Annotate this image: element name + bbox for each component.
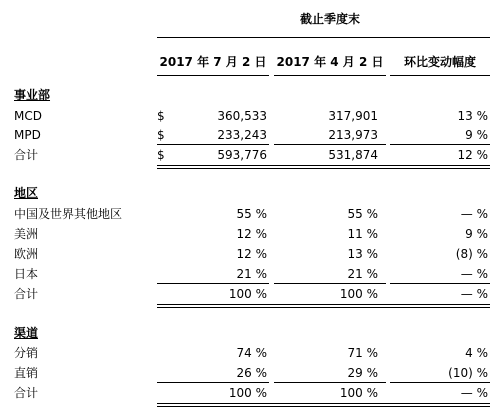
value-col1: 12 % [236,247,267,261]
value-col2: 71 % [347,346,378,360]
header-group-title: 截止季度末 [299,12,360,26]
section-heading-channel: 渠道 [14,326,39,340]
value-col3: 9 % [465,227,488,241]
value-col1: 593,776 [217,148,267,162]
subtotal-rule-col1 [157,382,269,383]
row-label: 合计 [14,148,39,162]
value-col1: 55 % [236,207,267,221]
total-double-rule-top [157,403,490,404]
value-col3: (10) % [448,366,488,380]
value-col3: — % [460,386,488,400]
total-double-rule-bottom [157,168,490,169]
value-col1: 100 % [228,287,267,301]
currency-symbol: $ [157,148,165,162]
total-double-rule-top [157,304,490,305]
value-col2: 100 % [339,386,378,400]
subtotal-rule-col2 [274,283,386,284]
header-col-2017-07-02: 2017 年 7 月 2 日 [159,55,267,69]
row-label: MCD [14,109,42,123]
subtotal-rule-col1 [157,144,269,145]
value-col2: 531,874 [328,148,378,162]
value-col1: 12 % [236,227,267,241]
value-col2: 29 % [347,366,378,380]
subtotal-rule-col2 [274,382,386,383]
row-label: 欧洲 [14,247,39,261]
value-col1: 360,533 [217,109,267,123]
header-col-qoq-change: 环比变动幅度 [403,55,476,69]
value-col2: 100 % [339,287,378,301]
value-col1: 26 % [236,366,267,380]
value-col3: 13 % [457,109,488,123]
value-col2: 13 % [347,247,378,261]
subtotal-rule-col3 [390,144,490,145]
value-col3: 4 % [465,346,488,360]
value-col3: 12 % [457,148,488,162]
value-col1: 21 % [236,267,267,281]
row-label: 美洲 [14,227,39,241]
value-col1: 233,243 [217,128,267,142]
value-col2: 21 % [347,267,378,281]
header-rule-col3 [390,75,490,76]
currency-symbol: $ [157,109,165,123]
value-col3: 9 % [465,128,488,142]
header-group-rule [157,37,490,38]
subtotal-rule-col1 [157,283,269,284]
value-col2: 317,901 [328,109,378,123]
value-col3: — % [460,207,488,221]
header-rule-col1 [157,75,269,76]
value-col2: 11 % [347,227,378,241]
section-heading-business: 事业部 [14,88,51,102]
value-col2: 55 % [347,207,378,221]
total-double-rule-bottom [157,406,490,407]
value-col3: — % [460,267,488,281]
subtotal-rule-col3 [390,382,490,383]
value-col3: (8) % [455,247,488,261]
currency-symbol: $ [157,128,165,142]
total-double-rule-top [157,165,490,166]
row-label: 中国及世界其他地区 [14,207,123,221]
total-double-rule-bottom [157,307,490,308]
row-label: 分销 [14,346,39,360]
subtotal-rule-col2 [274,144,386,145]
header-col-2017-04-02: 2017 年 4 月 2 日 [276,55,384,69]
row-label: 直销 [14,366,39,380]
subtotal-rule-col3 [390,283,490,284]
value-col1: 74 % [236,346,267,360]
row-label: 合计 [14,287,39,301]
header-rule-col2 [274,75,386,76]
section-heading-region: 地区 [14,186,39,200]
row-label: 日本 [14,267,39,281]
value-col1: 100 % [228,386,267,400]
row-label: 合计 [14,386,39,400]
row-label: MPD [14,128,41,142]
value-col2: 213,973 [328,128,378,142]
value-col3: — % [460,287,488,301]
